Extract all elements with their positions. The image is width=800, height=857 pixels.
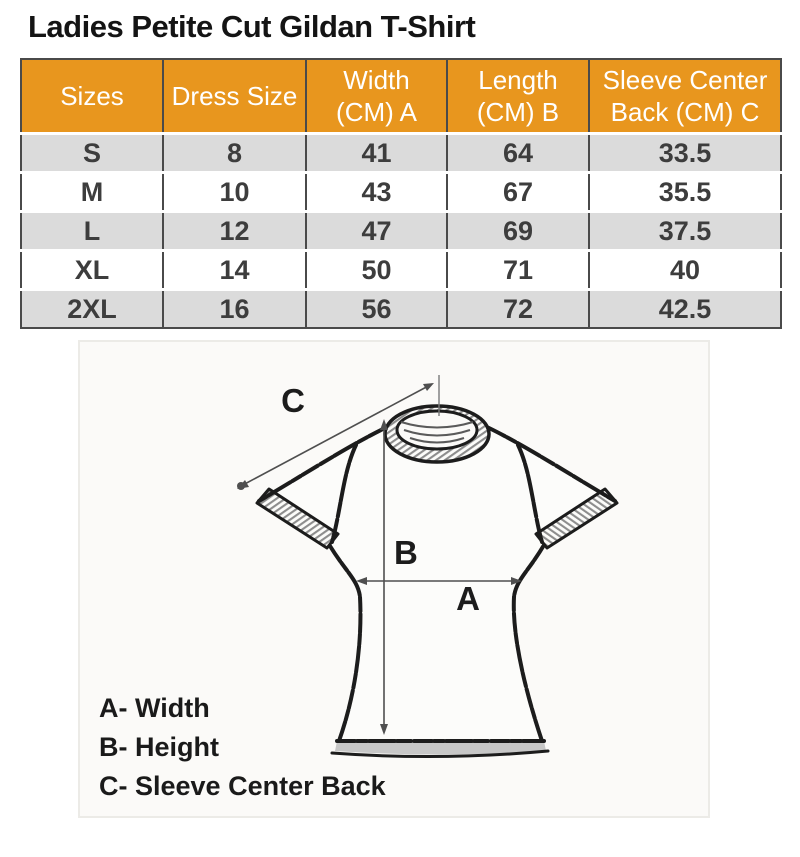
size-table-header	[21, 59, 781, 134]
marker-a: A	[456, 580, 480, 617]
col-header-width: Width (CM) A	[306, 59, 447, 134]
legend-c: C- Sleeve Center Back	[99, 771, 386, 801]
legend-b: B- Height	[99, 732, 219, 762]
measurement-diagram-panel	[78, 340, 710, 818]
measure-c-arrow-top	[423, 383, 434, 391]
table-row-s: S 8 41 64 33.5	[21, 134, 781, 173]
diagram-legend	[99, 689, 386, 806]
table-row-m: M 10 43 67 35.5	[21, 173, 781, 212]
marker-b: B	[394, 534, 418, 571]
table-row-xl: XL 14 50 71 40	[21, 251, 781, 290]
page-title: Ladies Petite Cut Gildan T-Shirt	[28, 9, 476, 44]
table-row-l: L 12 47 69 37.5	[21, 212, 781, 251]
col-header-length: Length (CM) B	[447, 59, 589, 134]
size-table	[20, 58, 782, 329]
col-header-sizes: Sizes	[21, 59, 163, 134]
marker-c: C	[281, 382, 305, 419]
col-header-dress-size: Dress Size	[163, 59, 306, 134]
table-row-2xl: 2XL 16 56 72 42.5	[21, 290, 781, 329]
col-header-sleeve: Sleeve Center Back (CM) C	[589, 59, 781, 134]
legend-a: A- Width	[99, 693, 210, 723]
